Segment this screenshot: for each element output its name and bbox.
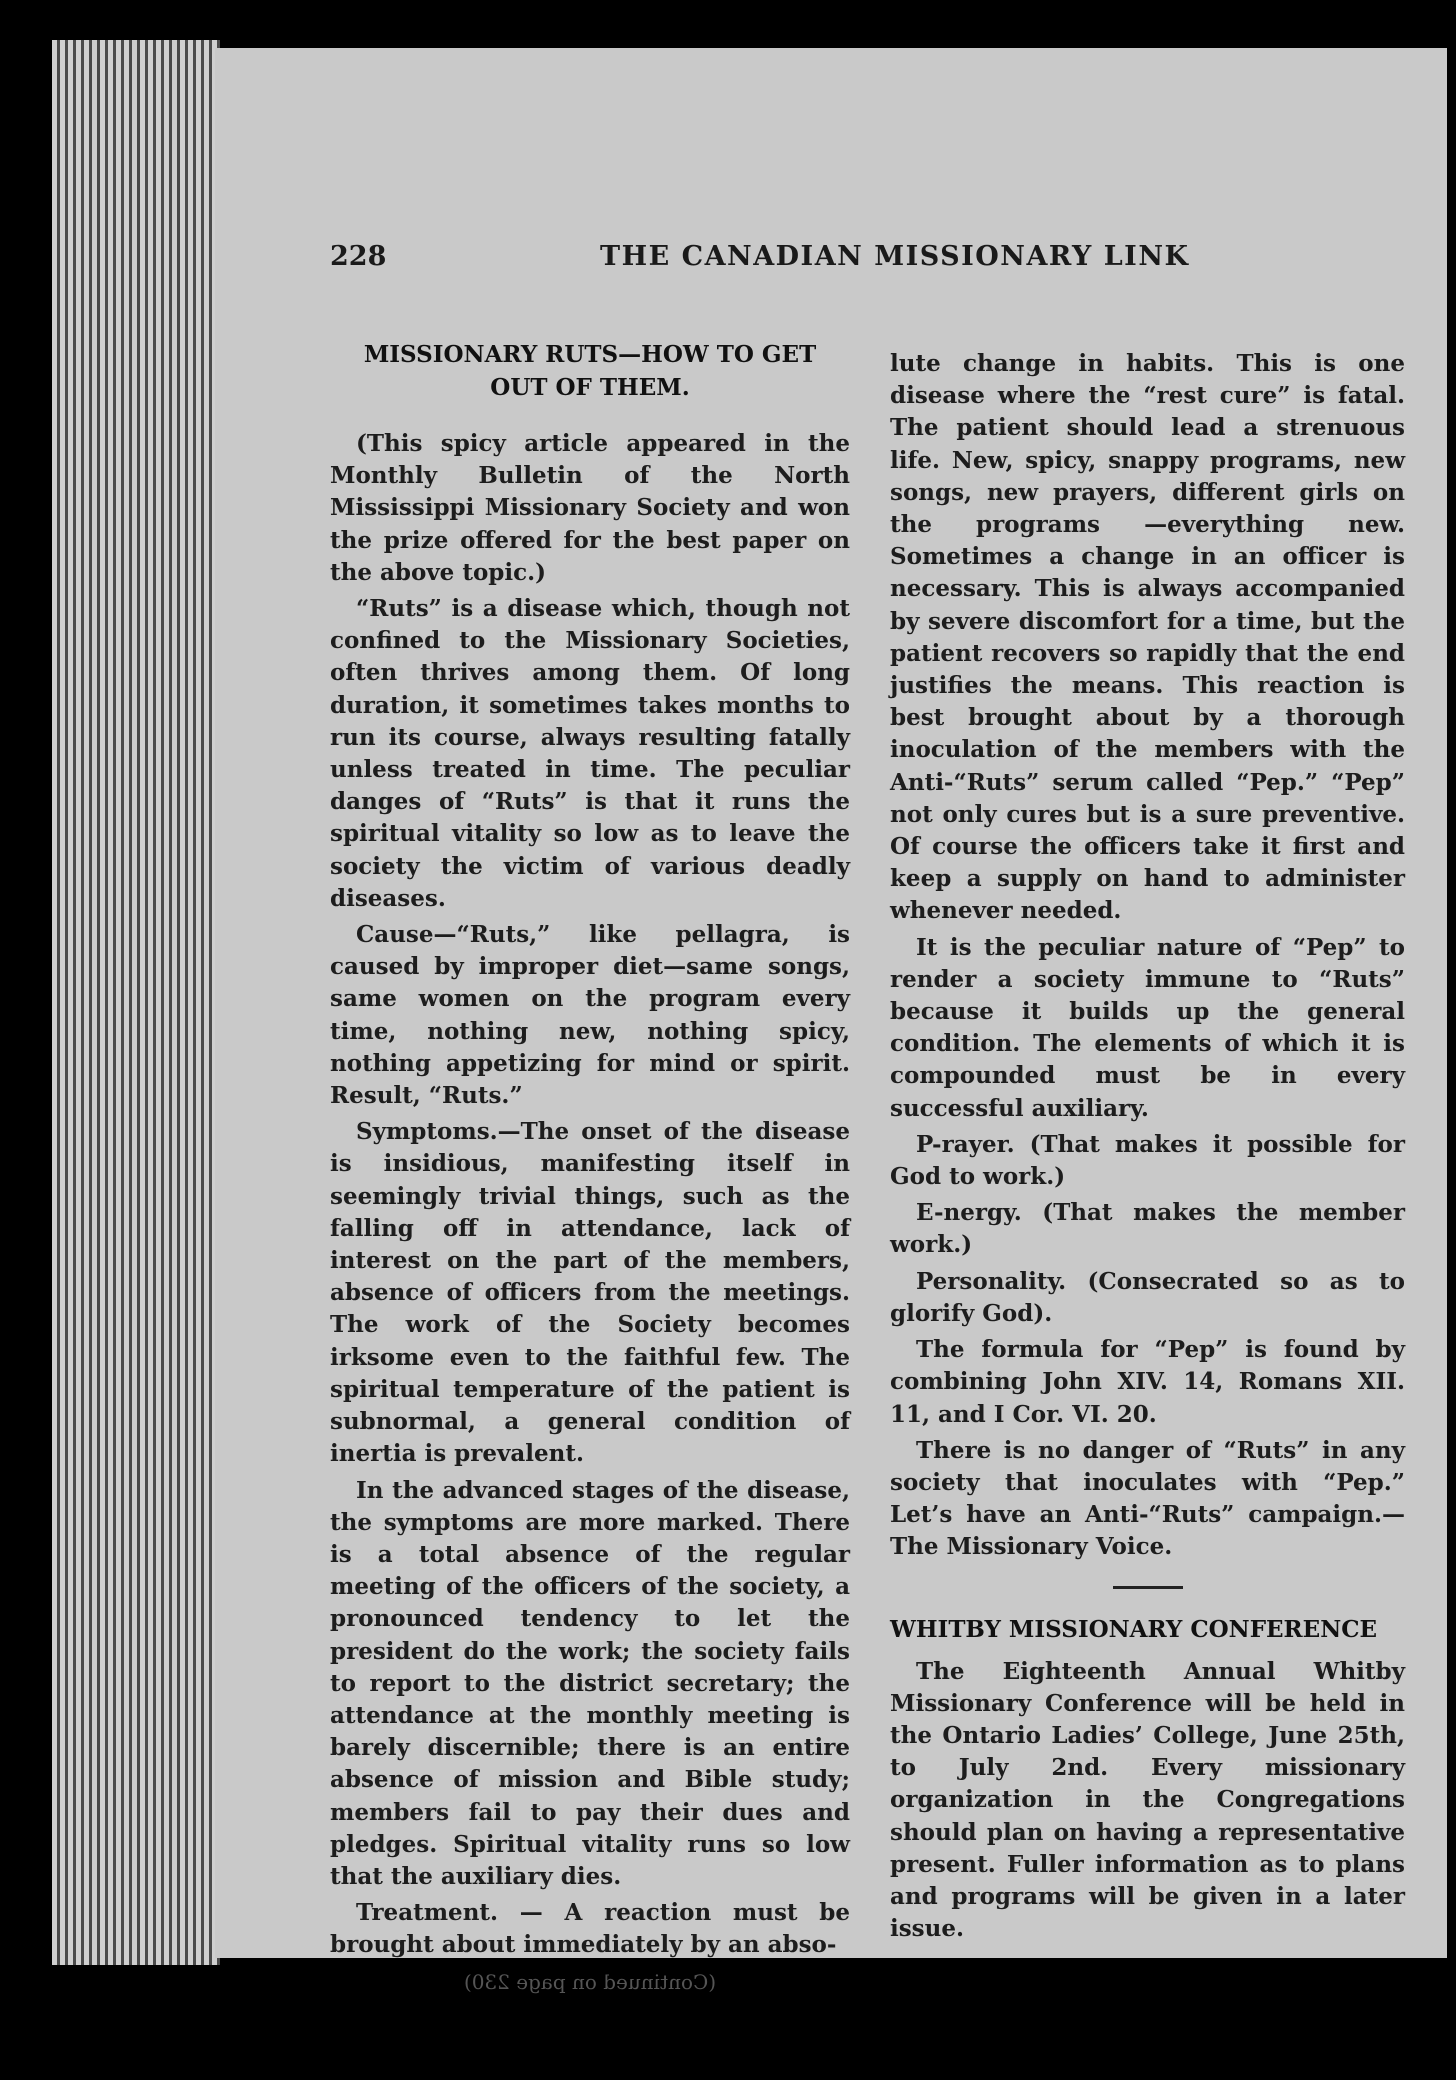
left-column [330,338,850,1998]
section-divider [1113,1586,1183,1589]
article-paragraph: lute change in habits. This is one disease where the “rest cure” is fatal. The patient should lead a strenuous life. New, spicy, snappy programs, new songs, new prayers, different girls on the programs —everything new. Sometimes a change in an officer is necessary. This is always accompanied by severe discomfort for a time, but the patient recovers so rapidly that the end justifies the means. This reaction is best brought about by a thorough inoculation of the members with the Anti-“Ruts” serum called “Pep.” “Pep” not only cures but is a sure preventive. Of course the officers take it first and keep a supply on hand to administer whenever needed. [890,350,1405,925]
article-paragraph: The formula for “Pep” is found by combining John XIV. 14, Romans XII. 11, and I Cor. VI. 20. [890,1336,1405,1428]
book-page-edges [52,40,220,1965]
article-paragraph: It is the peculiar nature of “Pep” to render a society immune to “Ruts” because it builds up the general condition. The elements of which it is compounded must be in every successful auxiliary. [890,933,1405,1122]
page-number: 228 [330,241,387,272]
book-page [215,48,1447,1994]
article-intro-paragraph: (This spicy article appeared in the Monthly Bulletin of the North Mississippi Missionary Society and won the prize offered for the best paper on the above topic.) [330,430,850,586]
pep-element-personality: Personality. (Consecrated so as to glorify God). [890,1267,1405,1327]
article-title-line2: OUT OF THEM. [490,374,690,401]
bleed-through-text: (Continued on page 230) [463,1969,717,1994]
pep-element-energy: E-nergy. (That makes the member work.) [890,1199,1405,1259]
article-paragraph: There is no danger of “Ruts” in any society that inoculates with “Pep.” Let’s have an Anti-“Ruts” campaign.— The Missionary Voice. [890,1436,1405,1561]
article-paragraph: In the advanced stages of the disease, the symptoms are more marked. There is a total absence of the regular meeting of the officers of the society, a pronounced tendency to let the president do the work; the society fails to report to the district secretary; the attendance at the monthly meeting is barely discernible; there is an entire absence of mission and Bible study; members fail to pay their dues and pledges. Spiritual vitality runs so low that the auxiliary dies. [330,1476,850,1890]
article-title-line1: MISSIONARY RUTS—HOW TO GET [363,341,817,368]
article-paragraph: Symptoms.—The onset of the disease is insidious, manifesting itself in seemingly trivial things, such as the falling off in attendance, lack of interest on the part of the members, absence of officers from the meetings. The work of the Society becomes irksome even to the faithful few. The spiritual temperature of the patient is subnormal, a general condition of inertia is prevalent. [330,1118,850,1468]
article-paragraph: “Ruts” is a disease which, though not confined to the Missionary Societies, often thrives among them. Of long duration, it sometimes takes months to run its course, always resulting fatally unless treated in time. The peculiar danges of “Ruts” is that it runs the spiritual vitality so low as to leave the society the victim of various deadly diseases. [330,595,850,912]
running-title: THE CANADIAN MISSIONARY LINK [600,241,1190,272]
section-paragraph: The Eighteenth Annual Whitby Missionary Conference will be held in the Ontario Ladies’ College, June 25th, to July 2nd. Every missionary organization in the Congregations should plan on having a representative present. Fuller information as to plans and programs will be given in a later issue. [890,1657,1405,1943]
pep-element-prayer: P-rayer. (That makes it possible for God to work.) [890,1130,1405,1191]
section-title: WHITBY MISSIONARY CONFERENCE [890,1615,1378,1643]
article-paragraph: Treatment. — A reaction must be brought about immediately by an abso- [330,1899,850,1959]
article-paragraph: Cause—“Ruts,” like pellagra, is caused by improper diet—same songs, same women on the program every time, nothing new, nothing spicy, nothing appetizing for mind or spirit. Result, “Ruts.” [330,921,850,1110]
article-title [330,338,850,404]
right-column [890,348,1405,1949]
page-header [330,241,1370,281]
